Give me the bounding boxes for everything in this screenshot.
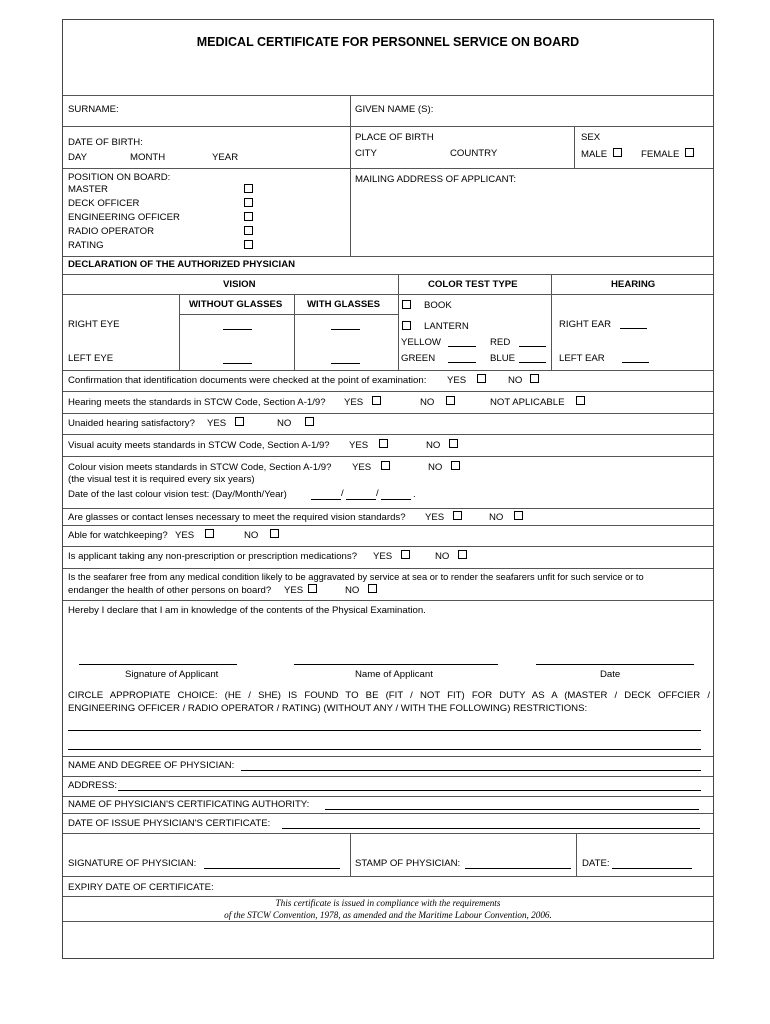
- physician-authority-label: NAME OF PHYSICIAN'S CERTIFICATING AUTHORITY:: [68, 799, 310, 810]
- colour-vision-no-label: NO: [428, 462, 443, 473]
- right-ear-field[interactable]: [620, 328, 647, 329]
- watchkeeping-yes-label: YES: [175, 530, 195, 541]
- master-checkbox[interactable]: [244, 184, 253, 193]
- physician-date-field[interactable]: [612, 868, 692, 869]
- glasses-necessary-no-label: NO: [489, 512, 504, 523]
- id-documents-no-checkbox[interactable]: [530, 374, 539, 383]
- colour-vision-no-checkbox[interactable]: [451, 461, 460, 470]
- deck-officer-checkbox[interactable]: [244, 198, 253, 207]
- last-colour-test-year-field[interactable]: [381, 499, 411, 500]
- lantern-checkbox[interactable]: [402, 321, 411, 330]
- id-documents-yes-label: YES: [447, 375, 467, 386]
- physician-signature-label: SIGNATURE OF PHYSICIAN:: [68, 858, 197, 869]
- position-label: POSITION ON BOARD:: [68, 172, 171, 183]
- right-eye-with-glasses-field[interactable]: [331, 329, 360, 330]
- medical-condition-yes-checkbox[interactable]: [308, 584, 317, 593]
- visual-acuity-no-checkbox[interactable]: [449, 439, 458, 448]
- yellow-label: YELLOW: [401, 337, 441, 348]
- physician-address-field[interactable]: [118, 790, 701, 791]
- left-eye-with-glasses-field[interactable]: [331, 363, 360, 364]
- applicant-signature-label: Signature of Applicant: [125, 669, 219, 680]
- applicant-signature-line[interactable]: [79, 664, 237, 665]
- medications-yes-checkbox[interactable]: [401, 550, 410, 559]
- country-label: COUNTRY: [450, 148, 498, 159]
- medications-no-checkbox[interactable]: [458, 550, 467, 559]
- book-label: BOOK: [424, 300, 452, 311]
- position-option-deck-officer: DECK OFFICER: [68, 198, 140, 209]
- physician-date-label: DATE:: [582, 858, 610, 869]
- glasses-necessary-no-checkbox[interactable]: [514, 511, 523, 520]
- physician-date-of-issue-field[interactable]: [282, 828, 700, 829]
- physician-name-degree-field[interactable]: [241, 770, 701, 771]
- expiry-date-label: EXPIRY DATE OF CERTIFICATE:: [68, 882, 214, 893]
- right-ear-label: RIGHT EAR: [559, 319, 612, 330]
- physician-signature-field[interactable]: [204, 868, 340, 869]
- date-separator: /: [341, 488, 344, 499]
- last-colour-test-month-field[interactable]: [346, 499, 376, 500]
- date-of-birth-label: DATE OF BIRTH:: [68, 137, 143, 148]
- last-colour-test-day-field[interactable]: [311, 499, 341, 500]
- applicant-date-line[interactable]: [536, 664, 694, 665]
- city-label: CITY: [355, 148, 377, 159]
- id-documents-question: Confirmation that identification documents were checked at the point of examination:: [68, 375, 427, 386]
- hearing-header: HEARING: [611, 279, 656, 290]
- circle-choice-line-2: ENGINEERING OFFICER / RADIO OPERATOR / RATING) (WITHOUT ANY / WITH THE FOLLOWING) RESTRICTIONS:: [68, 703, 588, 714]
- year-label: YEAR: [212, 152, 239, 163]
- male-label: MALE: [581, 149, 608, 160]
- watchkeeping-question: Able for watchkeeping?: [68, 530, 168, 541]
- restrictions-line-1[interactable]: [68, 730, 701, 731]
- position-option-engineering-officer: ENGINEERING OFFICER: [68, 212, 180, 223]
- book-checkbox[interactable]: [402, 300, 411, 309]
- physician-stamp-label: STAMP OF PHYSICIAN:: [355, 858, 461, 869]
- visual-acuity-no-label: NO: [426, 440, 441, 451]
- physician-authority-field[interactable]: [325, 809, 699, 810]
- colour-vision-yes-label: YES: [352, 462, 372, 473]
- declaration-heading: DECLARATION OF THE AUTHORIZED PHYSICIAN: [68, 259, 296, 270]
- footer-line-2: of the STCW Convention, 1978, as amended and the Maritime Labour Convention, 2006.: [224, 910, 552, 920]
- unaided-hearing-question: Unaided hearing satisfactory?: [68, 418, 195, 429]
- hearing-standards-na-checkbox[interactable]: [576, 396, 585, 405]
- applicant-declaration-text: Hereby I declare that I am in knowledge of the contents of the Physical Examination.: [68, 605, 426, 616]
- female-checkbox[interactable]: [685, 148, 694, 157]
- yellow-field[interactable]: [448, 346, 476, 347]
- unaided-hearing-yes-checkbox[interactable]: [235, 417, 244, 426]
- engineering-officer-checkbox[interactable]: [244, 212, 253, 221]
- medical-condition-question-line-2: endanger the health of other persons on board?: [68, 585, 272, 596]
- hearing-standards-yes-label: YES: [344, 397, 364, 408]
- physician-name-degree-label: NAME AND DEGREE OF PHYSICIAN:: [68, 760, 235, 771]
- unaided-hearing-no-label: NO: [277, 418, 292, 429]
- given-names-label: GIVEN NAME (S):: [355, 104, 434, 115]
- medical-certificate-form: [62, 19, 714, 959]
- position-option-rating: RATING: [68, 240, 104, 251]
- surname-label: SURNAME:: [68, 104, 119, 115]
- circle-choice-line-1: CIRCLE APPROPIATE CHOICE: (HE / SHE) IS FOUND TO BE (FIT / NOT FIT) FOR DUTY AS A (MASTER / DECK OFFCIER /: [68, 690, 710, 701]
- restrictions-line-2[interactable]: [68, 749, 701, 750]
- position-option-radio-operator: RADIO OPERATOR: [68, 226, 155, 237]
- colour-vision-yes-checkbox[interactable]: [381, 461, 390, 470]
- visual-acuity-yes-checkbox[interactable]: [379, 439, 388, 448]
- right-eye-without-glasses-field[interactable]: [223, 329, 252, 330]
- hearing-standards-yes-checkbox[interactable]: [372, 396, 381, 405]
- left-ear-label: LEFT EAR: [559, 353, 605, 364]
- right-eye-label: RIGHT EYE: [68, 319, 120, 330]
- id-documents-no-label: NO: [508, 375, 523, 386]
- green-field[interactable]: [448, 362, 476, 363]
- footer-line-1: This certificate is issued in compliance with the requirements: [275, 898, 501, 908]
- visual-acuity-question: Visual acuity meets standards in STCW Code, Section A-1/9?: [68, 440, 330, 451]
- red-label: RED: [490, 337, 511, 348]
- vision-header: VISION: [223, 279, 256, 290]
- unaided-hearing-no-checkbox[interactable]: [305, 417, 314, 426]
- medications-yes-label: YES: [373, 551, 393, 562]
- medications-no-label: NO: [435, 551, 450, 562]
- red-field[interactable]: [519, 346, 546, 347]
- date-period: .: [413, 489, 416, 500]
- watchkeeping-no-checkbox[interactable]: [270, 529, 279, 538]
- sex-label: SEX: [581, 132, 601, 143]
- medical-condition-no-label: NO: [345, 585, 360, 596]
- colour-vision-note: (the visual test it is required every six years): [68, 474, 255, 485]
- rating-checkbox[interactable]: [244, 240, 253, 249]
- radio-operator-checkbox[interactable]: [244, 226, 253, 235]
- medical-condition-no-checkbox[interactable]: [368, 584, 377, 593]
- applicant-name-line[interactable]: [294, 664, 498, 665]
- physician-address-label: ADDRESS:: [68, 780, 118, 791]
- day-label: DAY: [68, 152, 88, 163]
- hearing-standards-no-label: NO: [420, 397, 435, 408]
- form-title: MEDICAL CERTIFICATE FOR PERSONNEL SERVICE ON BOARD: [196, 35, 580, 49]
- lantern-label: LANTERN: [424, 321, 469, 332]
- unaided-hearing-yes-label: YES: [207, 418, 227, 429]
- month-label: MONTH: [130, 152, 166, 163]
- date-separator: /: [376, 488, 379, 499]
- hearing-standards-question: Hearing meets the standards in STCW Code, Section A-1/9?: [68, 397, 326, 408]
- place-of-birth-label: PLACE OF BIRTH: [355, 132, 434, 143]
- visual-acuity-yes-label: YES: [349, 440, 369, 451]
- position-option-master: MASTER: [68, 184, 108, 195]
- glasses-necessary-yes-checkbox[interactable]: [453, 511, 462, 520]
- green-label: GREEN: [401, 353, 436, 364]
- last-colour-test-label: Date of the last colour vision test: (Day/Month/Year): [68, 489, 287, 500]
- blue-field[interactable]: [519, 362, 546, 363]
- medical-condition-yes-label: YES: [284, 585, 304, 596]
- without-glasses-header: WITHOUT GLASSES: [189, 299, 283, 310]
- applicant-name-label: Name of Applicant: [355, 669, 433, 680]
- color-test-type-header: COLOR TEST TYPE: [428, 279, 518, 290]
- left-eye-label: LEFT EYE: [68, 353, 114, 364]
- glasses-necessary-question: Are glasses or contact lenses necessary to meet the required vision standards?: [68, 512, 406, 523]
- mailing-address-label: MAILING ADDRESS OF APPLICANT:: [355, 174, 517, 185]
- male-checkbox[interactable]: [613, 148, 622, 157]
- applicant-date-label: Date: [600, 669, 621, 680]
- watchkeeping-yes-checkbox[interactable]: [205, 529, 214, 538]
- left-eye-without-glasses-field[interactable]: [223, 363, 252, 364]
- with-glasses-header: WITH GLASSES: [307, 299, 381, 310]
- watchkeeping-no-label: NO: [244, 530, 259, 541]
- medical-condition-question-line-1: Is the seafarer free from any medical condition likely to be aggravated by service at sea or to render the seafarers unfit for such service or to: [68, 572, 644, 582]
- hearing-standards-no-checkbox[interactable]: [446, 396, 455, 405]
- hearing-standards-na-label: NOT APLICABLE: [490, 397, 565, 408]
- id-documents-yes-checkbox[interactable]: [477, 374, 486, 383]
- glasses-necessary-yes-label: YES: [425, 512, 445, 523]
- physician-date-of-issue-label: DATE OF ISSUE PHYSICIAN'S CERTIFICATE:: [68, 818, 271, 829]
- medications-question: Is applicant taking any non-prescription or prescription medications?: [68, 551, 358, 562]
- physician-stamp-field[interactable]: [465, 868, 571, 869]
- female-label: FEMALE: [641, 149, 680, 160]
- left-ear-field[interactable]: [622, 362, 649, 363]
- colour-vision-question: Colour vision meets standards in STCW Code, Section A-1/9?: [68, 462, 332, 473]
- blue-label: BLUE: [490, 353, 516, 364]
